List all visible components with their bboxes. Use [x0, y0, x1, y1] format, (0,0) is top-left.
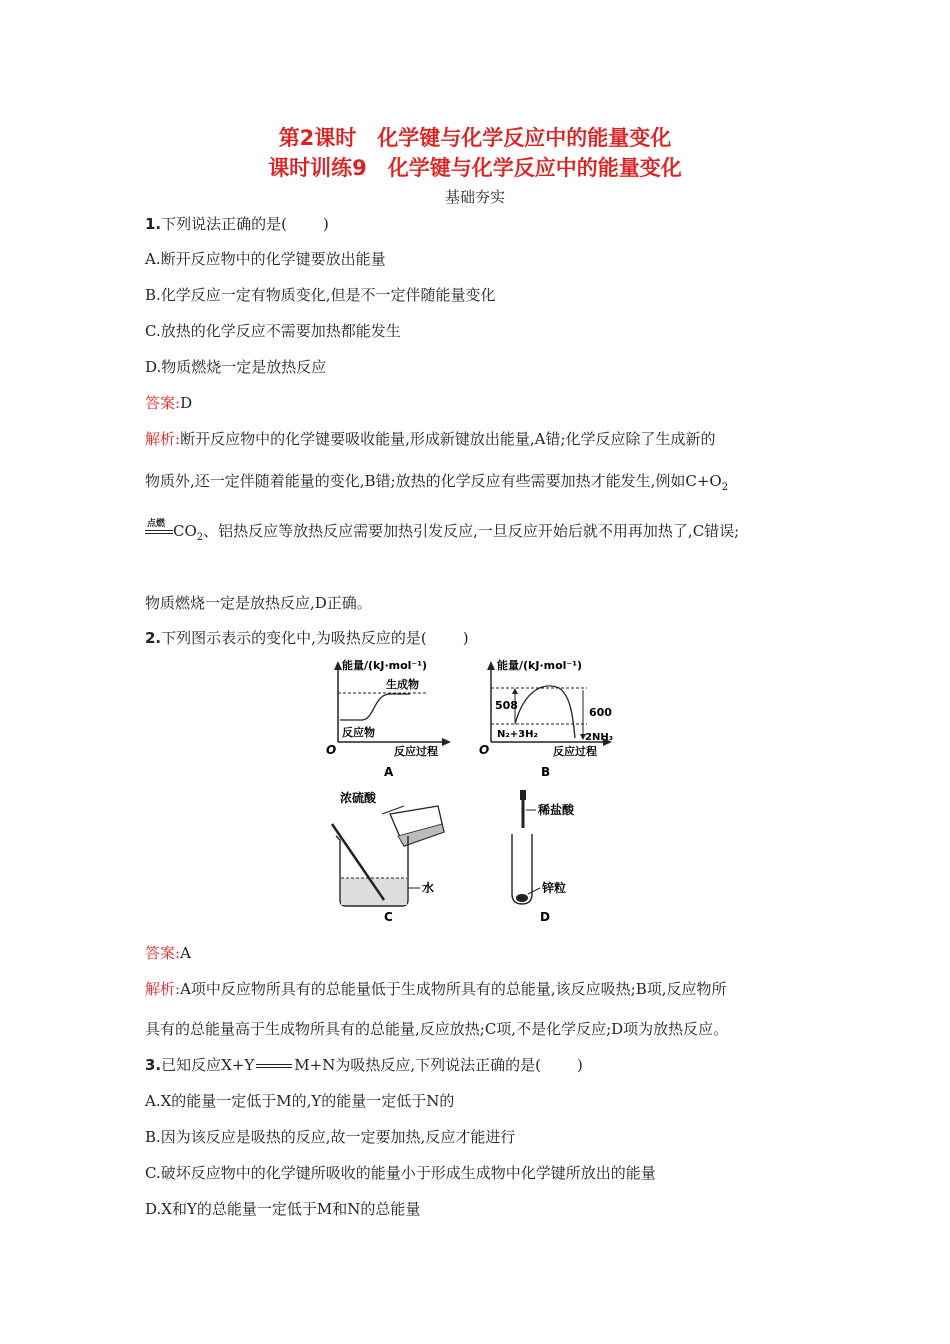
q1-analysis-line3: 点燃 $CO_2$、铝热反应等放热反应需要加热引发反应,一旦反应开始后就不用再加热了,C错误;: [145, 520, 739, 543]
q1-stem: 1.下列说法正确的是( ): [145, 215, 329, 233]
q3-option-b: B.因为该反应是吸热的反应,故一定要加热,反应才能进行: [145, 1128, 516, 1146]
origin-label: O: [326, 743, 337, 757]
x-axis-label: 反应过程: [553, 745, 597, 758]
q1-option-b: B.化学反应一定有物质变化,但是不一定伴随能量变化: [145, 286, 496, 304]
y-axis-label: 能量/(kJ·mol⁻¹): [497, 659, 583, 672]
q3-stem: 3.已知反应X+Y M+N为吸热反应,下列说法正确的是( ): [145, 1056, 583, 1074]
x-axis-arrow: [442, 738, 451, 746]
figure-label-d: D: [540, 910, 550, 924]
energy-diagram-b: [475, 658, 625, 783]
energy-curve: [340, 694, 410, 720]
value-600: 600: [589, 706, 612, 719]
dropper-bulb: [520, 790, 526, 800]
zinc-pointer: [528, 888, 540, 894]
q1-option-d: D.物质燃烧一定是放热反应: [145, 358, 327, 376]
arrow-508-head: [512, 688, 518, 694]
y-axis-label: 能量/(kJ·mol⁻¹): [342, 659, 428, 672]
x-axis-label: 反应过程: [394, 745, 438, 758]
q3-option-c: C.破坏反应物中的化学键所吸收的能量小于形成生成物中化学键所放出的能量: [145, 1164, 656, 1182]
lesson-title: 第2课时 化学键与化学反应中的能量变化: [278, 126, 672, 150]
equals-sign: [256, 1064, 292, 1068]
y-axis-arrow: [487, 661, 495, 670]
training-title: 课时训练9 化学键与化学反应中的能量变化: [268, 156, 682, 180]
dilution-diagram-c: [318, 788, 468, 926]
origin-label: O: [479, 743, 490, 757]
q2-analysis-line1: 解析:A项中反应物所具有的总能量低于生成物所具有的总能量,该反应吸热;B项,反应物所: [145, 980, 727, 998]
q1-analysis-line2: 物质外,还一定伴随着能量的变化,B错;放热的化学反应有些需要加热才能发生,例如$C+O_2$: [145, 472, 729, 493]
acid-label: 稀盐酸: [538, 803, 575, 817]
zinc-label: 锌粒: [542, 881, 567, 895]
tube-diagram-d: [490, 788, 610, 926]
product-label: 2NH₃: [585, 732, 614, 743]
figure-label-b: B: [541, 765, 551, 779]
reactant-label: N₂+3H₂: [497, 729, 538, 740]
water-liquid: [341, 878, 407, 905]
q1-option-a: A.断开反应物中的化学键要放出能量: [145, 250, 386, 268]
reactant-label: 反应物: [342, 726, 375, 739]
figure-label-a: A: [384, 765, 394, 779]
product-label: 生成物: [386, 678, 419, 691]
figure-label-c: C: [384, 910, 393, 924]
value-508: 508: [495, 699, 518, 712]
q2-stem: 2.下列图示表示的变化中,为吸热反应的是( ): [145, 629, 469, 647]
q1-answer: 答案:D: [145, 394, 193, 412]
water-label: 水: [422, 881, 435, 895]
condition-label: 点燃: [147, 519, 166, 529]
energy-diagram-a: [318, 658, 458, 783]
q1-analysis-line4: 物质燃烧一定是放热反应,D正确。: [145, 594, 372, 612]
zinc-granules: [516, 894, 528, 902]
section-title: 基础夯实: [444, 188, 505, 206]
y-axis-arrow: [334, 661, 342, 670]
q3-option-d: D.X和Y的总能量一定低于M和N的总能量: [145, 1200, 421, 1218]
acid-label: 浓硫酸: [340, 791, 377, 805]
q1-analysis-line1: 解析:断开反应物中的化学键要吸收能量,形成新键放出能量,A错;化学反应除了生成新的: [145, 430, 716, 448]
q3-option-a: A.X的能量一定低于M的,Y的能量一定低于N的: [145, 1092, 455, 1110]
q2-analysis-line2: 具有的总能量高于生成物所具有的总能量,反应放热;C项,不是化学反应;D项为放热反应。: [145, 1020, 729, 1038]
q1-option-c: C.放热的化学反应不需要加热都能发生: [145, 322, 401, 340]
q2-answer: 答案:A: [145, 944, 191, 962]
